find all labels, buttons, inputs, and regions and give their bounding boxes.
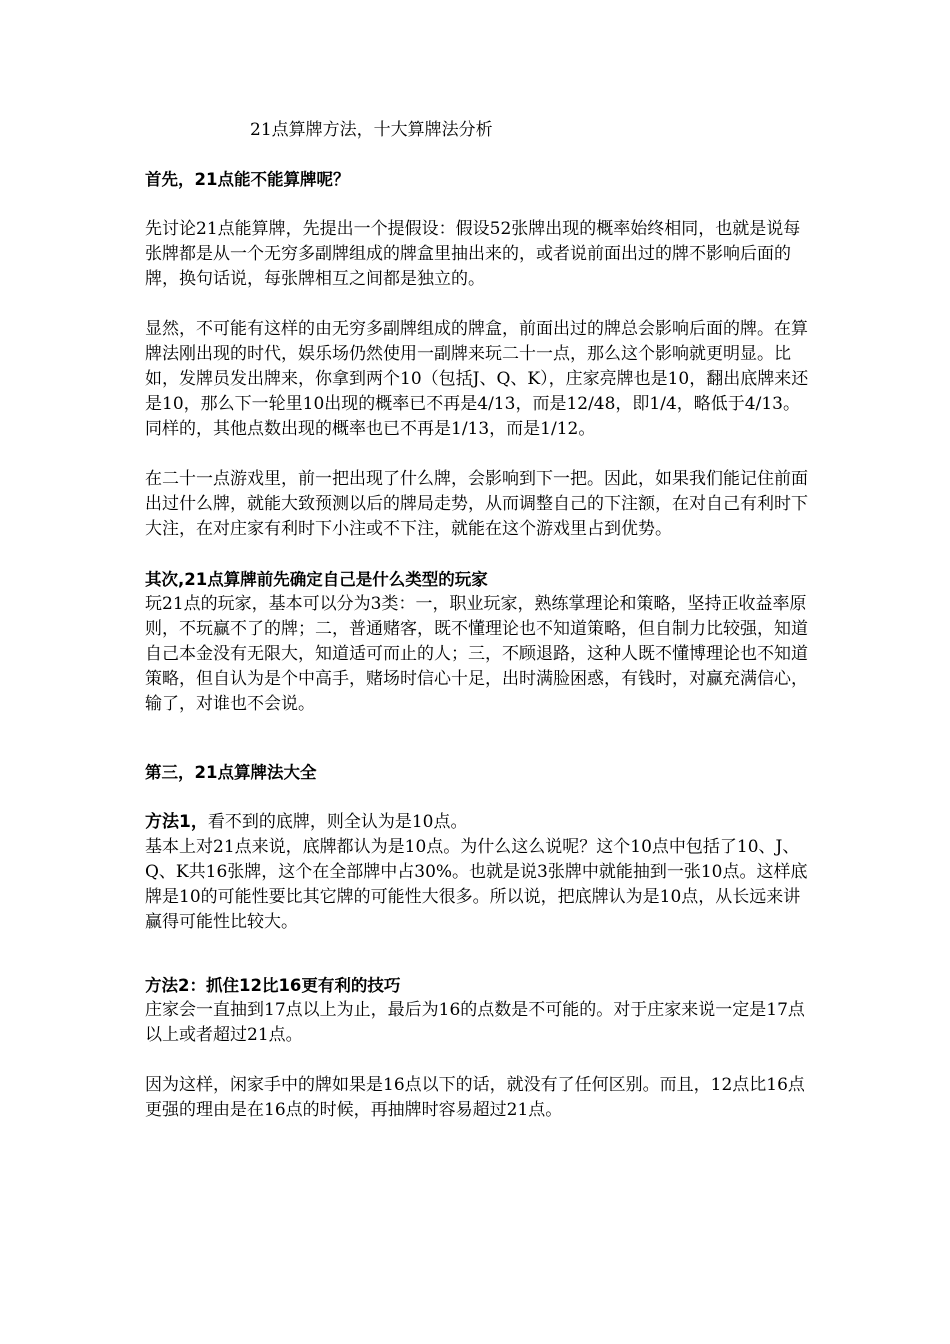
document-title: 21点算牌方法，十大算牌法分析 [250, 120, 493, 140]
method1-title-rest: 看不到的底牌，则全认为是10点。 [207, 812, 468, 832]
method1-title [145, 810, 810, 835]
method2-paragraph-1: 庄家会一直抽到17点以上为止，最后为16的点数是不可能的。对于庄家来说一定是17点以上或者超过21点。 [145, 1000, 805, 1045]
method1-label: 方法1， [145, 812, 208, 832]
section1-paragraph-2: 显然，不可能有这样的由无穷多副牌组成的牌盒，前面出过的牌总会影响后面的牌。在算牌法刚出现的时代，娱乐场仍然使用一副牌来玩二十一点，那么这个影响就更明显。比如，发牌员发出牌来，你拿到两个10（包括J、Q、K），庄家亮牌也是10，翻出底牌来还是10，那么下一轮里10出现的概率已不再是4/13，而是12/48，即1/4，略低于4/13。同样的，其他点数出现的概率也已不再是1/13，而是1/12。 [145, 319, 809, 439]
section1-paragraph-1: 先讨论21点能算牌，先提出一个提假设：假设52张牌出现的概率始终相同，也就是说每张牌都是从一个无穷多副牌组成的牌盒里抽出来的，或者说前面出过的牌不影响后面的牌，换句话说，每张牌相互之间都是独立的。 [145, 219, 801, 289]
section2-paragraph: 玩21点的玩家，基本可以分为3类：一，职业玩家，熟练掌理论和策略，坚持正收益率原则，不玩赢不了的牌；二，普通赌客，既不懂理论也不知道策略，但自制力比较强，知道自己本金没有无限大，知道适可而止的人；三，不顾退路，这种人既不懂博理论也不知道策略，但自认为是个中高手，赌场时信心十足，出时满脸困惑，有钱时，对赢充满信心，输了，对谁也不会说。 [145, 594, 808, 714]
section1-paragraph-3: 在二十一点游戏里，前一把出现了什么牌，会影响到下一把。因此，如果我们能记住前面出过什么牌，就能大致预测以后的牌局走势，从而调整自己的下注额，在对自己有利时下大注，在对庄家有利时下小注或不下注，就能在这个游戏里占到优势。 [145, 469, 808, 539]
method2-paragraph-2: 因为这样，闲家手中的牌如果是16点以下的话，就没有了任何区别。而且，12点比16点更强的理由是在16点的时候，再抽牌时容易超过21点。 [145, 1075, 805, 1120]
section2-heading: 其次,21点算牌前先确定自己是什么类型的玩家 [145, 570, 488, 589]
section3-heading: 第三，21点算牌法大全 [145, 763, 317, 782]
method1-paragraph: 基本上对21点来说，底牌都认为是10点。为什么这么说呢？这个10点中包括了10、J、Q、K共16张牌，这个在全部牌中占30%。也就是说3张牌中就能抽到一张10点。这样底牌是10的可能性要比其它牌的可能性大很多。所以说，把底牌认为是10点，从长远来讲赢得可能性比较大。 [145, 837, 808, 932]
document-page [145, 118, 810, 1123]
section1-heading: 首先，21点能不能算牌呢？ [145, 170, 350, 189]
method2-heading: 方法2：抓住12比16更有利的技巧 [145, 976, 401, 995]
